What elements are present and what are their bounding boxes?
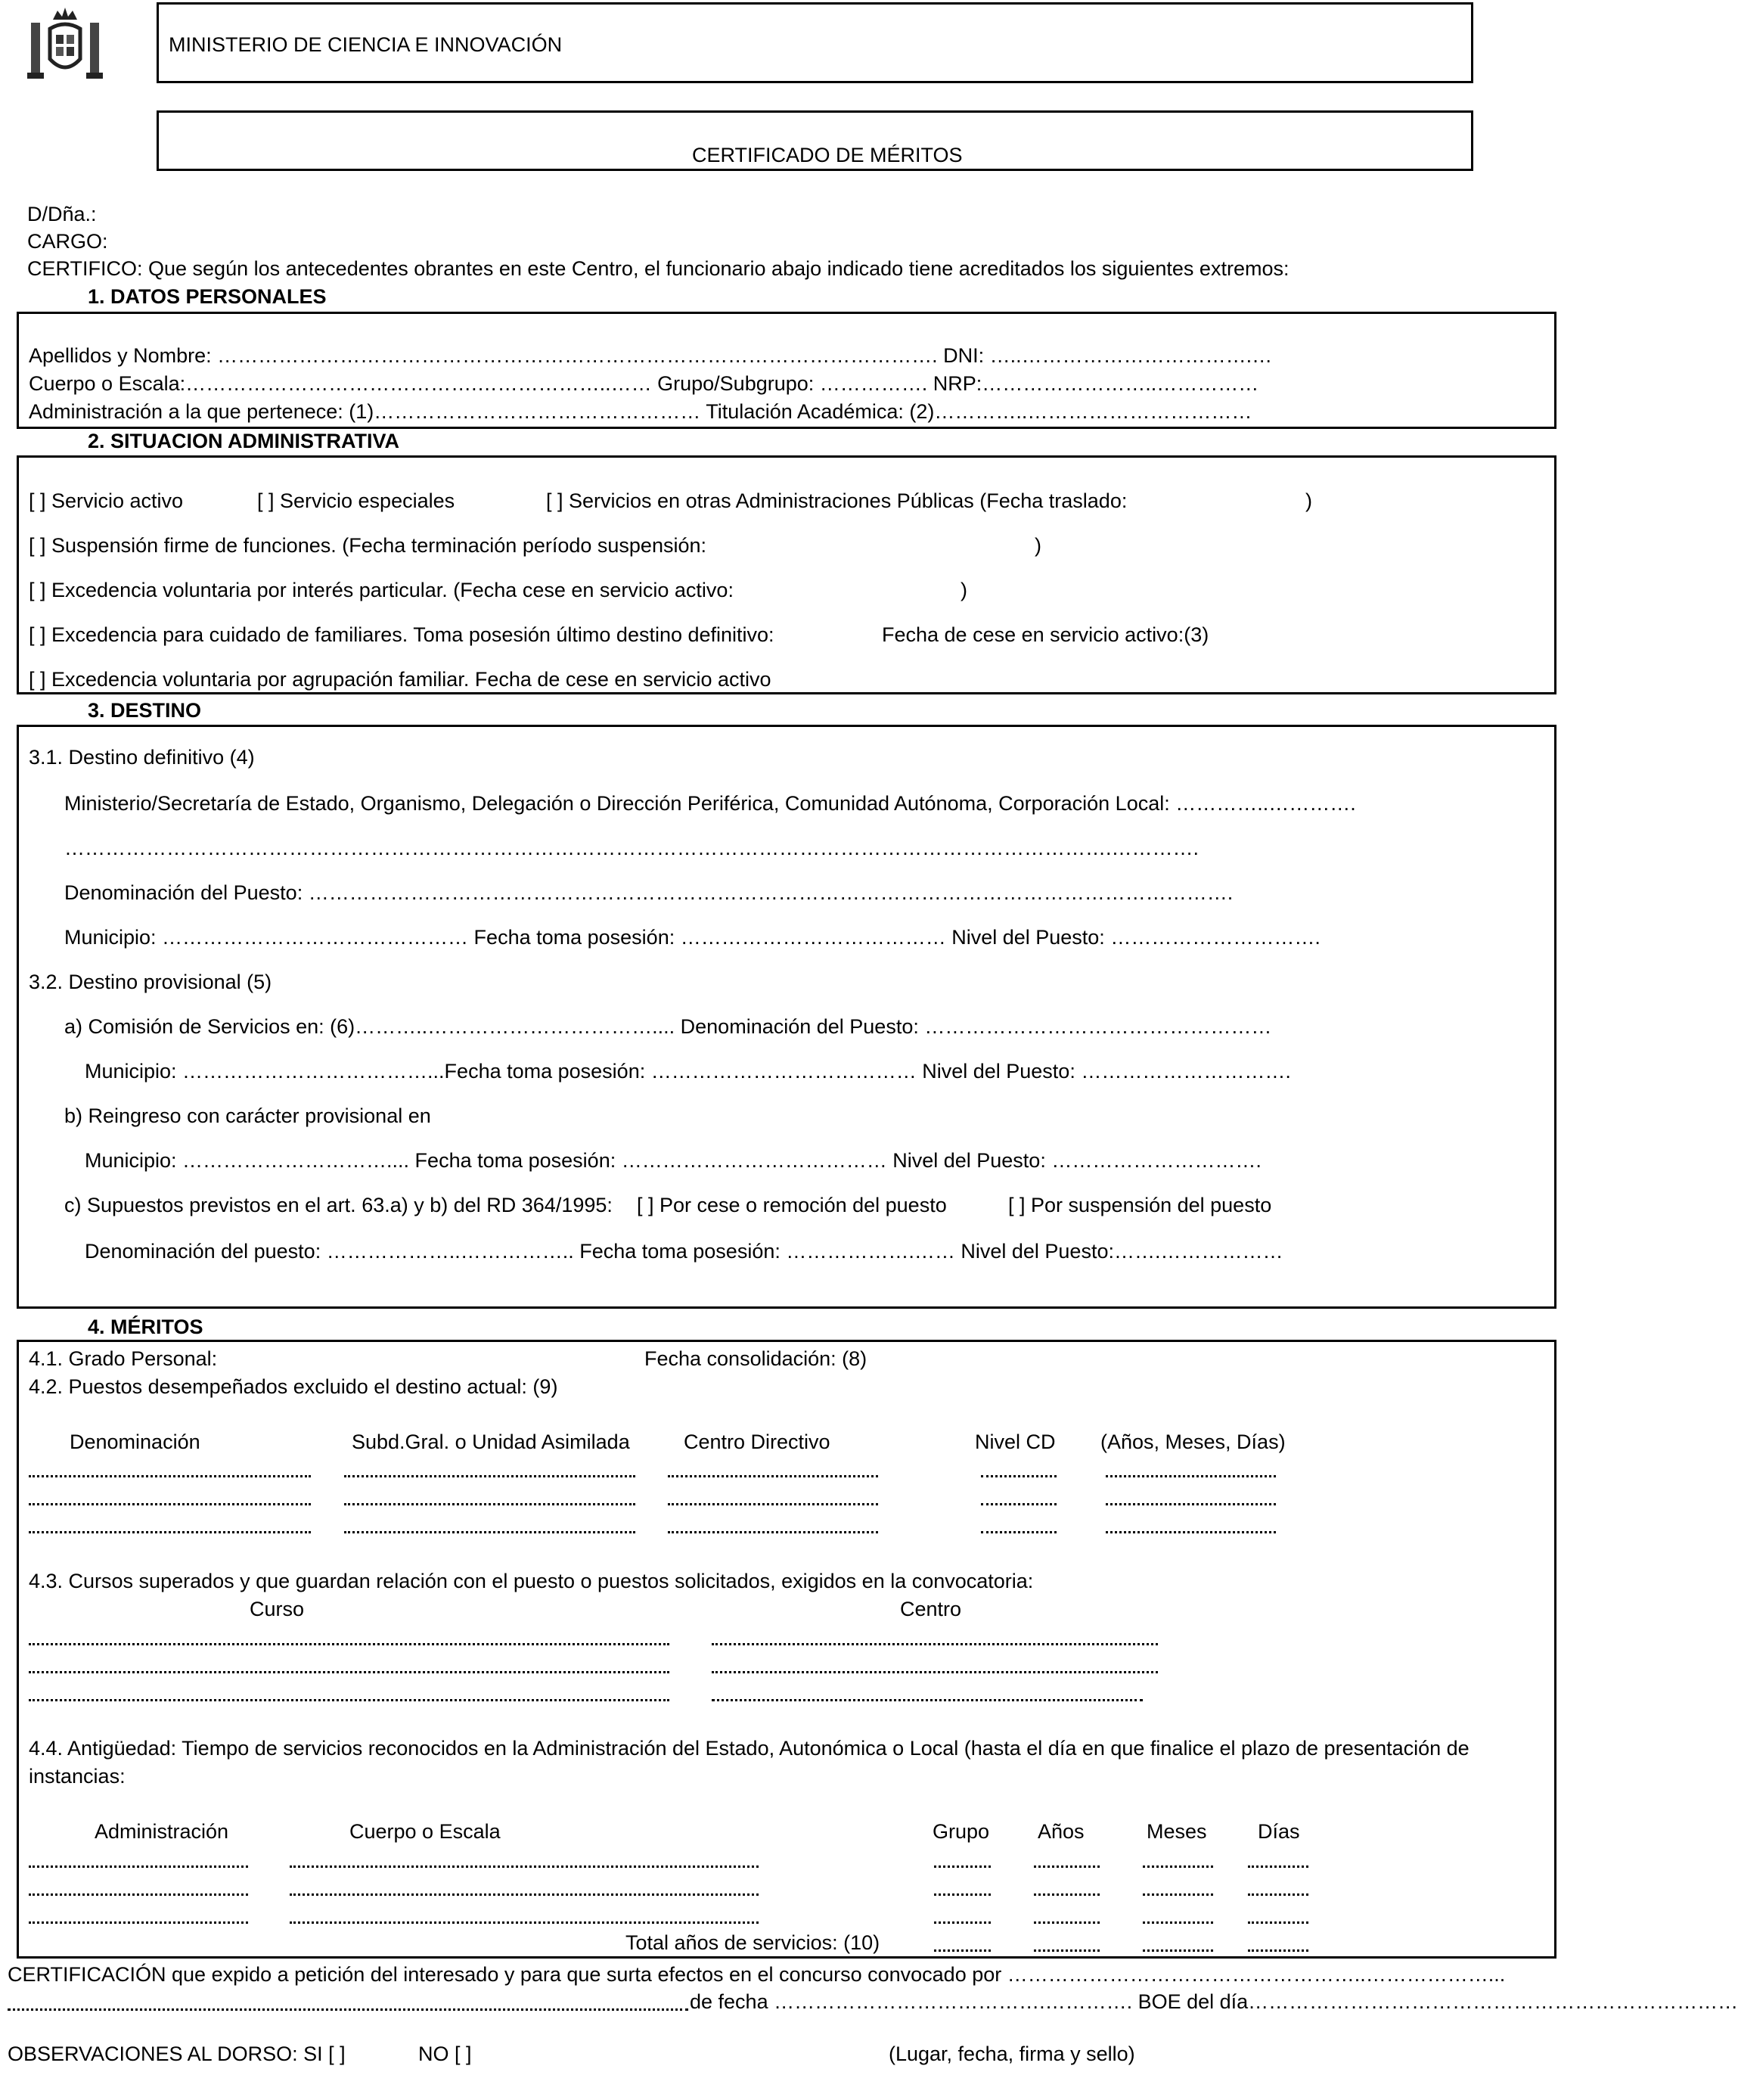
option-suspension-puesto[interactable]: [ ] Por suspensión del puesto [1008,1194,1272,1216]
supuestos-denominacion-line: Denominación del puesto: ………………..…………….. Fecha toma posesión: ……………….…… Nivel del Puesto:…….……………… [85,1240,1283,1263]
cursos-fill-line [712,1671,1158,1673]
total-fill-line [1248,1949,1308,1952]
antiguedad-fill-line [1143,1865,1213,1868]
reingreso-municipio-line: Municipio: ………………………….... Fecha toma posesión: ………………………………… Nivel del Puesto: …………………………. [85,1149,1262,1172]
puestos-fill-line [981,1475,1057,1477]
ddna-label: D/Dña.: [27,203,97,225]
col-header-cuerpo: Cuerpo o Escala [349,1820,501,1843]
paren-close: ) [1305,489,1312,512]
personal-line-2: Cuerpo o Escala:…………………………………….………………..…… Grupo/Subgrupo: ……………. NRP:……………………..…………… [29,372,1259,395]
certifico-text: CERTIFICO: Que según los antecedentes obrantes en este Centro, el funcionario abajo indicado tiene acreditados los siguientes extremos: [27,257,1290,280]
destino-definitivo-line-4: Municipio: ……………………………………… Fecha toma posesión: ………………………………… Nivel del Puesto: …………………………. [64,926,1321,949]
col-header-grupo: Grupo [933,1820,990,1843]
supuestos-line: c) Supuestos previstos en el art. 63.a) y b) del RD 364/1995: [64,1194,613,1216]
antiguedad-fill-line [290,1921,759,1924]
col-header-anos: Años [1038,1820,1085,1843]
option-servicios-especiales[interactable]: [ ] Servicio especiales [257,489,455,512]
option-otras-administraciones[interactable]: [ ] Servicios en otras Administraciones Públicas (Fecha traslado: [546,489,1128,512]
cursos-fill-line [29,1699,669,1701]
col-header-nivel-cd: Nivel CD [975,1431,1056,1453]
antiguedad-title-cont: instancias: [29,1765,126,1788]
col-header-centro-directivo: Centro Directivo [684,1431,830,1453]
antiguedad-fill-line [290,1893,759,1896]
antiguedad-fill-line [934,1865,991,1868]
antiguedad-fill-line [1034,1921,1100,1924]
puestos-fill-line [344,1503,635,1505]
fecha-consolidacion-label: Fecha consolidación: (8) [644,1347,867,1370]
antiguedad-fill-line [1248,1865,1308,1868]
fecha-cese-label: Fecha de cese en servicio activo:(3) [882,623,1209,646]
antiguedad-fill-line [934,1921,991,1924]
comision-servicios-line: a) Comisión de Servicios en: (6)………..…………………………….... Denominación del Puesto: …………………………………………… [64,1015,1272,1038]
antiguedad-fill-line [29,1865,248,1868]
section-2-heading: 2. SITUACION ADMINISTRATIVA [88,430,400,452]
option-excedencia-interes[interactable]: [ ] Excedencia voluntaria por interés particular. (Fecha cese en servicio activo: [29,579,734,601]
total-fill-line [1034,1949,1100,1952]
antiguedad-fill-line [290,1865,759,1868]
antiguedad-fill-line [1143,1921,1213,1924]
puestos-fill-line [29,1503,311,1505]
col-header-meses: Meses [1147,1820,1207,1843]
option-excedencia-agrupacion[interactable]: [ ] Excedencia voluntaria por agrupación familiar. Fecha de cese en servicio activo [29,668,771,691]
antiguedad-fill-line [1034,1865,1100,1868]
col-header-centro: Centro [900,1598,962,1620]
antiguedad-fill-line [934,1893,991,1896]
personal-line-1: Apellidos y Nombre: ……………………………………………………………………………………………. DNI: …..…………………………….… [29,344,1273,367]
destino-provisional-title: 3.2. Destino provisional (5) [29,971,272,993]
option-cese-remocion[interactable]: [ ] Por cese o remoción del puesto [637,1194,947,1216]
puestos-fill-line [29,1531,311,1533]
section-1-heading: 1. DATOS PERSONALES [88,285,327,308]
col-header-curso: Curso [250,1598,305,1620]
reingreso-line: b) Reingreso con carácter provisional en [64,1104,431,1127]
option-suspension[interactable]: [ ] Suspensión firme de funciones. (Fecha terminación período suspensión: [29,534,706,557]
cursos-fill-line [712,1643,1158,1645]
comision-municipio-line: Municipio: ………………………………...Fecha toma posesión: ………………………………… Nivel del Puesto: …………………………. [85,1060,1291,1083]
puestos-fill-line [668,1503,878,1505]
paren-close: ) [1035,534,1041,557]
puestos-fill-line [1106,1503,1276,1505]
cursos-fill-line [29,1671,669,1673]
certificacion-fill-line [8,2008,688,2011]
destino-definitivo-line-3: Denominación del Puesto: ………………………………………………………………………………………………………………………. [64,881,1234,904]
antiguedad-fill-line [1248,1893,1308,1896]
destino-definitivo-line-1: Ministerio/Secretaría de Estado, Organismo, Delegación o Dirección Periférica, Comunidad Autónoma, Corporación Local: …………..…………. [64,792,1356,815]
total-fill-line [1143,1949,1213,1952]
cursos-fill-line [712,1699,1143,1701]
puestos-title: 4.2. Puestos desempeñados excluido el destino actual: (9) [29,1375,558,1398]
antiguedad-fill-line [29,1893,248,1896]
puestos-fill-line [981,1503,1057,1505]
puestos-fill-line [1106,1531,1276,1533]
observaciones-si[interactable]: OBSERVACIONES AL DORSO: SI [ ] [8,2043,346,2065]
total-fill-line [934,1949,991,1952]
antiguedad-fill-line [1248,1921,1308,1924]
antiguedad-fill-line [1034,1893,1100,1896]
antiguedad-fill-line [29,1921,248,1924]
col-header-denominacion: Denominación [70,1431,200,1453]
total-anos-label: Total años de servicios: (10) [625,1931,880,1954]
puestos-fill-line [344,1531,635,1533]
destino-definitivo-title: 3.1. Destino definitivo (4) [29,746,255,769]
cursos-title: 4.3. Cursos superados y que guardan relación con el puesto o puestos solicitados, exigidos en la convocatoria: [29,1570,1034,1592]
cargo-label: CARGO: [27,230,108,253]
col-header-tiempo: (Años, Meses, Días) [1100,1431,1286,1453]
document-title: CERTIFICADO DE MÉRITOS [692,144,963,166]
coat-of-arms-logo [27,6,103,82]
section-3-heading: 3. DESTINO [88,699,202,722]
antiguedad-fill-line [1143,1893,1213,1896]
certificacion-line-1: CERTIFICACIÓN que expido a petición del interesado y para que surta efectos en el concurso convocado por ……………………………………………..………………... [8,1963,1506,1986]
firma-label: (Lugar, fecha, firma y sello) [889,2043,1135,2065]
cursos-fill-line [29,1643,669,1645]
personal-line-3: Administración a la que pertenece: (1)………………………………………… Titulación Académica: (2)…………..…………………………… [29,400,1252,423]
col-header-administracion: Administración [95,1820,229,1843]
col-header-subdireccion: Subd.Gral. o Unidad Asimilada [352,1431,630,1453]
puestos-fill-line [1106,1475,1276,1477]
ministry-name: MINISTERIO DE CIENCIA E INNOVACIÓN [169,33,563,56]
section-4-heading: 4. MÉRITOS [88,1316,203,1338]
puestos-fill-line [668,1475,878,1477]
paren-close: ) [961,579,967,601]
option-excedencia-cuidado[interactable]: [ ] Excedencia para cuidado de familiares. Toma posesión último destino definitivo: [29,623,774,646]
destino-definitivo-line-2: ……………………………………………………………………………………………………………………………………….…………. [64,837,1200,859]
certificacion-line-2: de fecha ………………………………….…………. BOE del día……………………………………………………………… [690,1990,1738,2013]
puestos-fill-line [29,1475,311,1477]
puestos-fill-line [668,1531,878,1533]
puestos-fill-line [344,1475,635,1477]
option-servicio-activo[interactable]: [ ] Servicio activo [29,489,184,512]
col-header-dias: Días [1258,1820,1300,1843]
observaciones-no[interactable]: NO [ ] [418,2043,472,2065]
puestos-fill-line [981,1531,1057,1533]
grado-personal-label: 4.1. Grado Personal: [29,1347,218,1370]
antiguedad-title: 4.4. Antigüedad: Tiempo de servicios reconocidos en la Administración del Estado, Autonómica o Local (hasta el día en que finalice el plazo de presentación de [29,1737,1470,1760]
